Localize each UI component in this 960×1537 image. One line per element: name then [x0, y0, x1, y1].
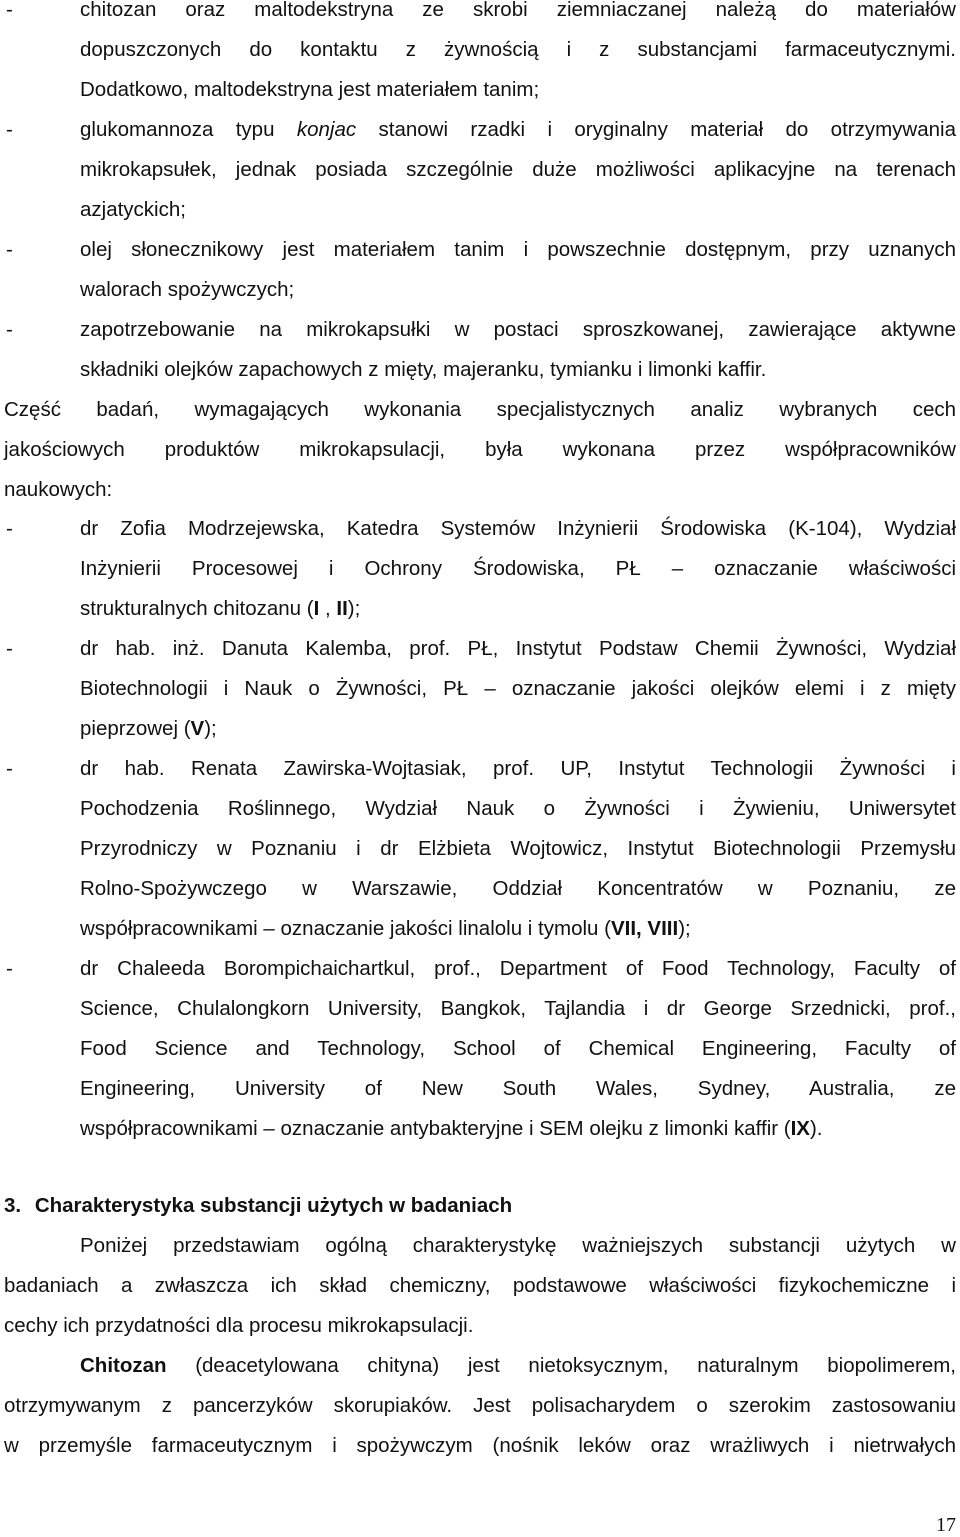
text-line: Biotechnologii i Nauk o Żywności, PŁ – oznaczanie jakości olejków elemi i z mięty [80, 677, 956, 700]
text-line: zapotrzebowanie na mikrokapsułki w postaci sproszkowanej, zawierające aktywne [80, 318, 956, 341]
page-number: 17 [936, 1514, 956, 1536]
text-line: Rolno-Spożywczego w Warszawie, Oddział Koncentratów w Poznaniu, ze [80, 877, 956, 900]
bullet-dash: - [6, 757, 13, 780]
text-line: Część badań, wymagających wykonania specjalistycznych analiz wybranych cech [4, 398, 956, 421]
text-line: Science, Chulalongkorn University, Bangkok, Tajlandia i dr George Srzednicki, prof., [80, 997, 956, 1020]
text-line: naukowych: [4, 478, 113, 501]
bullet-dash: - [6, 0, 13, 21]
text-line: w przemyśle farmaceutycznym i spożywczym (nośnik leków oraz wrażliwych i nietrwałych [4, 1434, 956, 1457]
text-line: Food Science and Technology, School of Chemical Engineering, Faculty of [80, 1037, 956, 1060]
text-line: współpracownikami – oznaczanie jakości linalolu i tymolu (VII, VIII); [80, 917, 691, 940]
section-heading [4, 1194, 512, 1218]
text-line: Dodatkowo, maltodekstryna jest materiałem tanim; [80, 78, 540, 101]
text-line: Pochodzenia Roślinnego, Wydział Nauk o Żywności i Żywieniu, Uniwersytet [80, 797, 956, 820]
bullet-dash: - [6, 517, 13, 540]
text-line: Poniżej przedstawiam ogólną charakterystykę ważniejszych substancji użytych w [80, 1234, 956, 1257]
bullet-dash: - [6, 637, 13, 660]
text-line: dr hab. Renata Zawirska-Wojtasiak, prof. UP, Instytut Technologii Żywności i [80, 757, 956, 780]
text-line: Engineering, University of New South Wales, Sydney, Australia, ze [80, 1077, 956, 1100]
text-line: składniki olejków zapachowych z mięty, majeranku, tymianku i limonki kaffir. [80, 358, 767, 381]
text-line: otrzymywanym z pancerzyków skorupiaków. Jest polisacharydem o szerokim zastosowaniu [4, 1394, 956, 1417]
text-line: mikrokapsułek, jednak posiada szczególnie duże możliwości aplikacyjne na terenach [80, 158, 956, 181]
text-line: pieprzowej (V); [80, 717, 217, 740]
text-line: Przyrodniczy w Poznaniu i dr Elżbieta Wojtowicz, Instytut Biotechnologii Przemysłu [80, 837, 956, 860]
text-line: glukomannoza typu konjac stanowi rzadki i oryginalny materiał do otrzymywania [80, 118, 956, 141]
section-title: Charakterystyka substancji użytych w badaniach [34, 1194, 513, 1217]
text-line: dopuszczonych do kontaktu z żywnością i z substancjami farmaceutycznymi. [80, 38, 956, 61]
term-chitozan: Chitozan [80, 1354, 167, 1377]
text-line: walorach spożywczych; [80, 278, 295, 301]
section-number: 3. [4, 1194, 22, 1217]
bullet-dash: - [6, 238, 13, 261]
text-line: współpracownikami – oznaczanie antybakteryjne i SEM olejku z limonki kaffir (IX). [80, 1117, 823, 1140]
text-line: dr hab. inż. Danuta Kalemba, prof. PŁ, Instytut Podstaw Chemii Żywności, Wydział [80, 637, 956, 660]
text-line: Chitozan (deacetylowana chityna) jest nietoksycznym, naturalnym biopolimerem, [80, 1354, 956, 1377]
bullet-dash: - [6, 118, 13, 141]
text-line: chitozan oraz maltodekstryna ze skrobi ziemniaczanej należą do materiałów [80, 0, 956, 21]
bullet-dash: - [6, 957, 13, 980]
text-line: badaniach a zwłaszcza ich skład chemiczny, podstawowe właściwości fizykochemiczne i [4, 1274, 956, 1297]
text-line: cechy ich przydatności dla procesu mikrokapsulacji. [4, 1314, 474, 1337]
text-line: olej słonecznikowy jest materiałem tanim i powszechnie dostępnym, przy uznanych [80, 238, 956, 261]
text-line: dr Chaleeda Borompichaichartkul, prof., Department of Food Technology, Faculty of [80, 957, 956, 980]
text-line: strukturalnych chitozanu (I , II); [80, 597, 361, 620]
text-line: dr Zofia Modrzejewska, Katedra Systemów Inżynierii Środowiska (K-104), Wydział [80, 517, 956, 540]
bullet-dash: - [6, 318, 13, 341]
text-line: azjatyckich; [80, 198, 186, 221]
text-line: jakościowych produktów mikrokapsulacji, była wykonana przez współpracowników [4, 438, 956, 461]
text-line: Inżynierii Procesowej i Ochrony Środowiska, PŁ – oznaczanie właściwości [80, 557, 956, 580]
